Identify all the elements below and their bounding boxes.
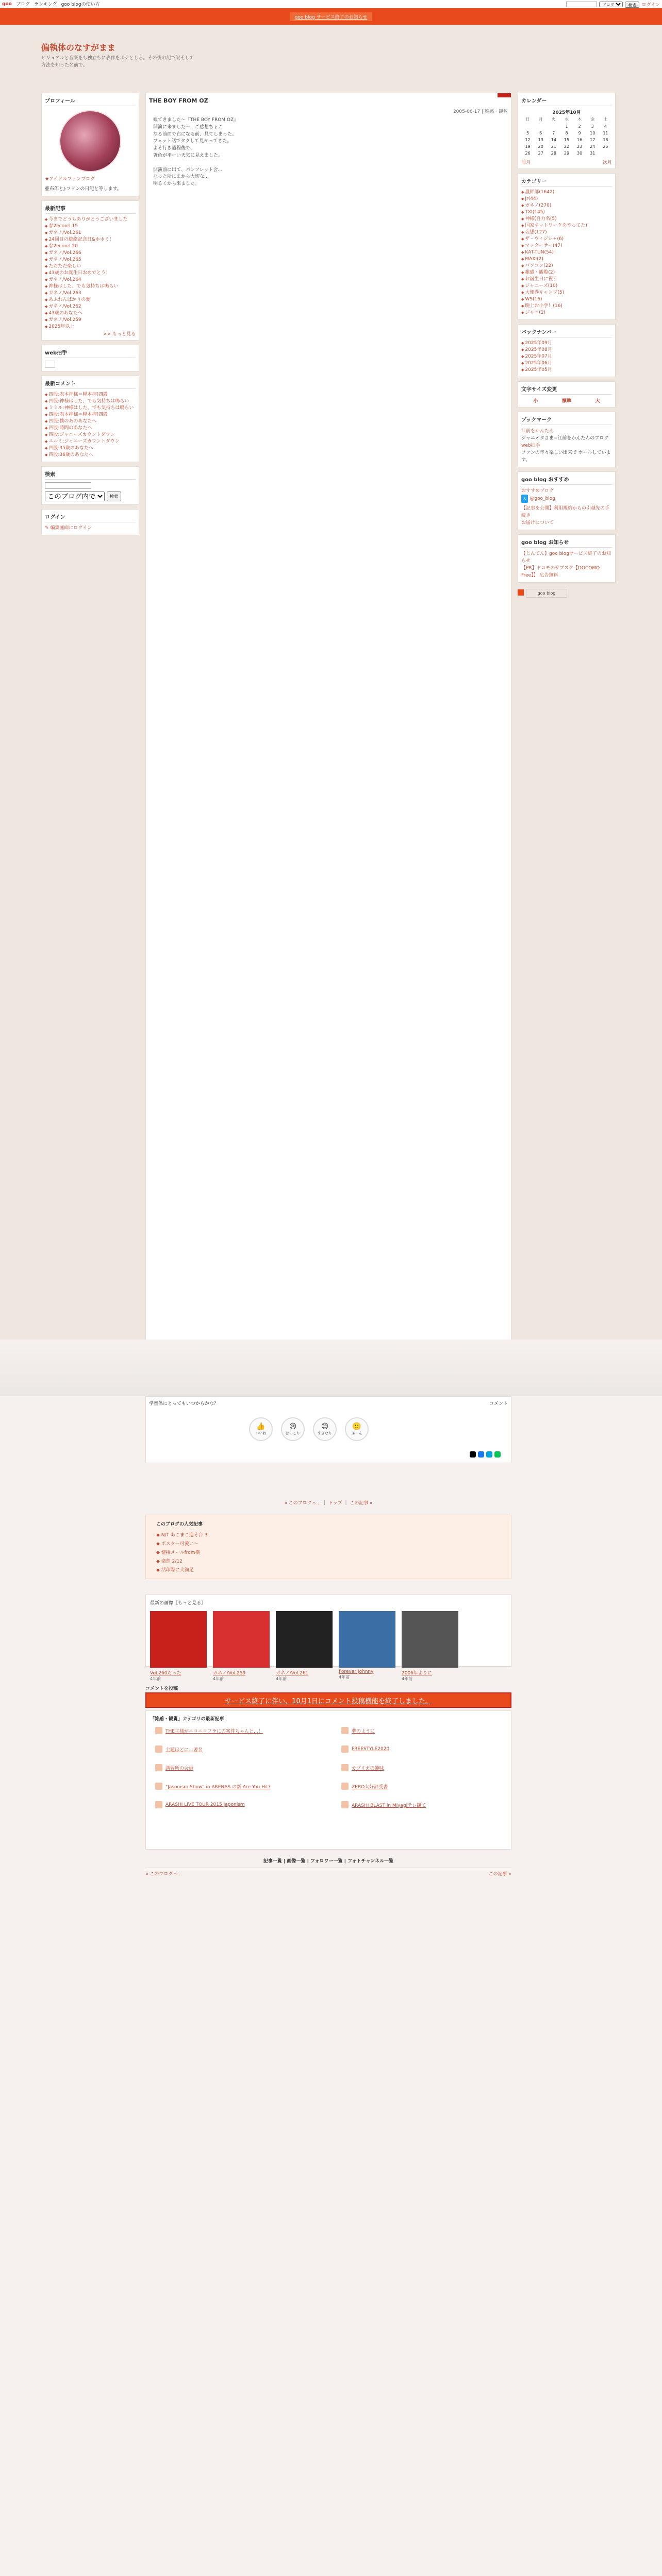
profile-bio: 亜布郎とJ-ファンの日記と等します。 xyxy=(45,187,122,192)
comment-label[interactable]: コメント xyxy=(489,1401,508,1406)
category-link[interactable]: ◆ パソコン(22) xyxy=(521,263,612,269)
recent-comment-link[interactable]: ◆ 四股:ジャニーズカウントダウン xyxy=(45,432,136,438)
popular-posts-list xyxy=(156,1531,501,1575)
blog-title[interactable]: 偏執体のなすがまま xyxy=(41,43,116,53)
reaction-icon: 🙂 xyxy=(352,1422,361,1431)
reaction-label: すきなり xyxy=(318,1431,332,1435)
category-link[interactable]: ◆ ジャニーズ(10) xyxy=(521,283,612,290)
related-post-title: ARASHI LIVE TOUR 2015 Japonism xyxy=(166,1802,245,1807)
related-post-link[interactable] xyxy=(341,1783,507,1790)
footer-prev-link[interactable]: « このブログっ… xyxy=(145,1872,183,1877)
calendar-title: カレンダー xyxy=(521,96,612,106)
goo-info-item-1[interactable]: 【PR】ドコモのサブスク【DOCOMO Free】】 広告無料 xyxy=(521,566,600,578)
recent-article-link[interactable]: ◆ 春2ecorel.20 xyxy=(45,243,136,250)
recent-comments-widget xyxy=(41,376,139,462)
recent-article-link[interactable]: ◆ ガネノ/Vol.265 xyxy=(45,257,136,263)
footer-next-link[interactable]: この記事 » xyxy=(488,1872,511,1877)
goo-logo[interactable]: goo xyxy=(2,1,12,7)
reaction-icon: 👍 xyxy=(256,1422,266,1431)
related-post-thumb xyxy=(341,1764,349,1771)
recent-article-link[interactable]: ◆ ガネノ/Vol.263 xyxy=(45,290,136,297)
calendar-day[interactable]: 27 xyxy=(538,151,543,156)
recent-comment-link[interactable]: ◆ 四股:36歳のあなたへ xyxy=(45,452,136,459)
recent-image-thumb[interactable] xyxy=(402,1611,458,1668)
reaction-label: ふーん xyxy=(351,1431,362,1435)
related-post-thumb xyxy=(155,1764,162,1771)
web-reply-title: web拍手 xyxy=(45,348,136,358)
calendar-day xyxy=(521,123,534,130)
bookmark-item-0[interactable]: 江前をかんたん xyxy=(521,429,554,434)
fontsize-large[interactable]: 大 xyxy=(595,399,600,404)
category-link[interactable]: ◆ 妄想(127) xyxy=(521,229,612,236)
calendar-day[interactable]: 10 xyxy=(590,131,595,135)
blog-description: ビジュアルと音楽をも独立もに表作をホテとしろ。その後の記で訳そして方法を知った名前で。 xyxy=(41,56,194,68)
backnumber-list xyxy=(521,340,612,374)
category-link[interactable]: ◆ ザ・ウィジシャ(6) xyxy=(521,236,612,243)
backnumber-link[interactable]: ◆ 2025年06月 xyxy=(521,360,612,367)
reaction-icon: 😢 xyxy=(289,1422,297,1431)
related-post-thumb xyxy=(341,1801,349,1808)
category-related-list xyxy=(150,1727,507,1808)
related-post-title: カプリえの趣味 xyxy=(352,1766,384,1771)
recent-image-age: 4年前 xyxy=(150,1676,161,1681)
nav-prev-link[interactable]: « このブログっ… xyxy=(284,1501,321,1506)
recent-image-item[interactable] xyxy=(276,1611,333,1682)
recent-article-link[interactable]: ◆ あふれんばかりの愛 xyxy=(45,297,136,303)
login-link[interactable] xyxy=(45,526,92,531)
calendar-weekday: 火 xyxy=(551,117,556,122)
twitter-icon[interactable]: X xyxy=(521,495,528,503)
category-link[interactable]: ◆ 晩上お小学！(16) xyxy=(521,303,612,310)
bookmark-item-1: ジャニオタさま−江前をかんたんのブログ xyxy=(521,436,609,441)
post-body: 観てきました〜『THE BOY FROM OZ』 開演に来ました〜…ご感想ちょこ なる前面で右になる前、見てしまった。 フェット話でタクして見かってきた。 よそ行き過程後で、 著色が平ーい天気に見えました。 開演前に出て、パンフレット会… なった所にまから大切な… 明るくから来ました。 xyxy=(153,117,239,187)
related-post-link[interactable] xyxy=(341,1764,507,1771)
recent-image-caption[interactable]: Forever Johnny xyxy=(339,1669,374,1674)
calendar-day[interactable]: 9 xyxy=(578,131,581,135)
backnumber-link[interactable]: ◆ 2025年05月 xyxy=(521,367,612,374)
calendar-day[interactable]: 3 xyxy=(591,124,594,129)
reaction-button[interactable] xyxy=(313,1417,337,1441)
related-post-thumb xyxy=(155,1727,162,1734)
popular-posts-title: このブログの人気記事 xyxy=(156,1522,203,1527)
calendar-day[interactable]: 20 xyxy=(538,144,543,149)
fontsize-widget xyxy=(518,381,616,408)
calendar-weekday: 水 xyxy=(564,117,569,122)
footer-nav xyxy=(145,1868,511,1877)
related-post-title: ZERO大好評受書 xyxy=(352,1784,388,1790)
goo-follow-title: goo blog おすすめ xyxy=(521,475,612,485)
calendar-day xyxy=(547,123,560,130)
backnumber-link[interactable]: ◆ 2025年07月 xyxy=(521,353,612,360)
topbar-search-input[interactable] xyxy=(566,2,597,7)
web-reply-image[interactable] xyxy=(45,361,55,368)
category-link[interactable]: ◆ 雑感・観覧(2) xyxy=(521,269,612,276)
calendar-day[interactable]: 8 xyxy=(565,131,568,135)
recent-comments-list xyxy=(45,392,136,459)
recent-image-item[interactable] xyxy=(339,1611,395,1682)
calendar-day[interactable]: 12 xyxy=(525,138,531,142)
related-post-link[interactable] xyxy=(155,1764,321,1771)
popular-post-link[interactable]: ◆ 活印際に大満足 xyxy=(156,1568,194,1573)
bookmark-widget xyxy=(518,412,616,467)
goo-follow-link[interactable]: おすすめブログ xyxy=(521,488,554,494)
category-link[interactable]: ◆ Jr(44) xyxy=(521,196,612,202)
recent-articles-title: 最新記事 xyxy=(45,204,136,214)
related-post-thumb xyxy=(155,1783,162,1790)
recent-article-link[interactable]: ◆ ただただ楽しい xyxy=(45,263,136,270)
related-post-thumb xyxy=(155,1745,162,1753)
reaction-label: いいね xyxy=(255,1431,267,1435)
category-link[interactable]: ◆ KAT-TUN(54) xyxy=(521,249,612,256)
calendar-day[interactable]: 30 xyxy=(577,151,583,156)
post-article xyxy=(145,93,511,1396)
recent-comment-link[interactable]: ◆ ミミル:神様はした、でも気持ちは鳴らい xyxy=(45,405,136,412)
category-link[interactable]: ◆ ガネノ(270) xyxy=(521,202,612,209)
calendar-day[interactable]: 7 xyxy=(552,131,555,135)
reaction-icon: 😊 xyxy=(321,1422,329,1431)
related-post-title: THE主様がニコニコフラにの案件ちゃんと…！ xyxy=(166,1728,263,1734)
topbar-link-ranking[interactable]: ランキング xyxy=(34,2,57,7)
search-title: 検索 xyxy=(45,470,136,480)
calendar-day[interactable]: 24 xyxy=(590,144,595,149)
recent-image-caption[interactable]: Vol.260だった xyxy=(150,1671,181,1676)
calendar-weekday: 土 xyxy=(603,117,608,122)
right-sidebar xyxy=(518,93,616,598)
category-related-box xyxy=(145,1710,511,1850)
reaction-prompt: 学童係にとってもいつからかな？ xyxy=(149,1401,219,1406)
goo-follow-widget xyxy=(518,471,616,530)
backnumber-link[interactable]: ◆ 2025年08月 xyxy=(521,347,612,353)
calendar-day xyxy=(534,123,547,130)
bookmark-item-2[interactable]: web拍手 xyxy=(521,443,540,448)
calendar-weekday: 日 xyxy=(525,117,530,122)
recent-article-link[interactable]: ◆ 2025年以上 xyxy=(45,324,136,330)
recent-image-thumb[interactable] xyxy=(339,1611,395,1668)
x-share-icon[interactable] xyxy=(470,1451,476,1458)
calendar-day[interactable]: 25 xyxy=(603,144,608,149)
recent-article-link[interactable]: ◆ ガネノ/Vol.264 xyxy=(45,277,136,283)
left-sidebar xyxy=(41,93,139,539)
comment-closed-banner xyxy=(145,1692,511,1708)
profile-name[interactable]: ★アイドルファンブログ xyxy=(45,177,95,182)
calendar-day[interactable]: 15 xyxy=(564,138,570,142)
category-link[interactable]: ◆ 神様(自力名(5) xyxy=(521,216,612,223)
recent-comment-link[interactable]: ◆ 四股:表本押様＝軽本押(四股 xyxy=(45,412,136,418)
recent-images-list xyxy=(150,1611,507,1682)
share-buttons xyxy=(470,1451,501,1458)
recent-articles-widget xyxy=(41,200,139,341)
bookmark-title: ブックマーク xyxy=(521,415,612,425)
backnumber-link[interactable]: ◆ 2025年09月 xyxy=(521,340,612,347)
reaction-button[interactable] xyxy=(345,1417,369,1441)
category-link[interactable]: ◆ MAXI(2) xyxy=(521,256,612,263)
recent-comment-link[interactable]: ◆ ユルミ:ジャニーズカウントダウン xyxy=(45,438,136,445)
line-share-icon[interactable] xyxy=(494,1451,501,1458)
calendar-day[interactable]: 1 xyxy=(565,124,568,129)
category-link[interactable]: ◆ 嵐幹部(1642) xyxy=(521,189,612,196)
recent-image-item[interactable] xyxy=(402,1611,458,1682)
calendar-day[interactable]: 26 xyxy=(525,151,531,156)
topbar-search-scope[interactable] xyxy=(599,2,623,7)
bookmark-item-3: ファンの年々楽しい出来で ホールしています。 xyxy=(521,450,611,463)
recent-article-link[interactable]: ◆ 43歳のあなたへ xyxy=(45,310,136,317)
recent-image-caption[interactable]: 2006年よりに xyxy=(402,1671,432,1676)
related-post-title: "Jasonism Show" in ARENAS の新 Are You Hit? xyxy=(166,1784,271,1790)
calendar-day[interactable]: 18 xyxy=(603,138,608,142)
recent-image-age: 4年前 xyxy=(213,1676,224,1681)
popular-post-link[interactable]: ◆ N/T あこまこ進そ台 3 xyxy=(156,1533,208,1538)
recent-image-age: 4年前 xyxy=(402,1676,413,1681)
popular-post-link[interactable]: ◆ 楽然 2/12 xyxy=(156,1559,183,1564)
fontsize-normal[interactable]: 標準 xyxy=(561,399,571,404)
profile-avatar xyxy=(59,110,121,172)
calendar-weekday: 金 xyxy=(590,117,595,122)
reaction-label: ほっこり xyxy=(286,1431,300,1435)
recent-image-thumb[interactable] xyxy=(150,1611,207,1668)
recent-article-link[interactable]: ◆ ガネノ/Vol.262 xyxy=(45,303,136,310)
categories-title: カテゴリー xyxy=(521,177,612,187)
goo-follow-news-2[interactable]: お届けについて xyxy=(521,520,554,526)
recent-comment-link[interactable]: ◆ 四股:表本押様＝軽本押(四股 xyxy=(45,392,136,398)
recent-comment-link[interactable]: ◆ 四股:35歳のあなたへ xyxy=(45,445,136,452)
calendar-weekday: 木 xyxy=(577,117,582,122)
calendar-day[interactable]: 2 xyxy=(578,124,581,129)
reaction-button[interactable] xyxy=(281,1417,305,1441)
calendar-day[interactable]: 29 xyxy=(564,151,570,156)
login-title: ログイン xyxy=(45,513,136,522)
category-link[interactable]: ◆ ジャニ(2) xyxy=(521,310,612,316)
backnumber-title: バックナンバー xyxy=(521,328,612,337)
nav-top-link[interactable]: トップ xyxy=(328,1501,342,1506)
calendar-day[interactable]: 22 xyxy=(564,144,570,149)
recent-images-box xyxy=(145,1595,511,1681)
recent-image-thumb[interactable] xyxy=(213,1611,270,1668)
related-post-link[interactable] xyxy=(155,1745,321,1753)
related-post-thumb xyxy=(155,1801,162,1808)
pencil-icon: ✎ xyxy=(45,526,49,531)
category-link[interactable]: ◆ TXI(145) xyxy=(521,209,612,216)
calendar-widget xyxy=(518,93,616,169)
calendar-day[interactable]: 19 xyxy=(525,144,531,149)
related-post-title: 主題ほどに…著名 xyxy=(166,1747,203,1753)
recent-image-thumb[interactable] xyxy=(276,1611,333,1668)
profile-title: プロフィール xyxy=(45,96,136,106)
category-link[interactable]: ◆ マッターサー(47) xyxy=(521,243,612,249)
related-post-title: 夢のように xyxy=(352,1728,375,1734)
fontsize-title: 文字サイズ変更 xyxy=(521,385,612,395)
recent-comment-link[interactable]: ◆ 四股:僕のあのあなたへ xyxy=(45,418,136,425)
recent-image-caption[interactable]: ガネノ/Vol.261 xyxy=(276,1671,309,1676)
recent-article-link[interactable]: ◆ ガネノ/Vol.259 xyxy=(45,317,136,324)
hatena-share-icon[interactable] xyxy=(486,1451,492,1458)
reaction-box xyxy=(145,1396,511,1463)
recent-articles-list xyxy=(45,216,136,330)
login-link-label: 編集画面にログイン xyxy=(50,526,92,531)
calendar-day[interactable]: 13 xyxy=(538,138,543,142)
calendar-day[interactable]: 14 xyxy=(551,138,556,142)
related-post-thumb xyxy=(341,1745,349,1753)
category-link[interactable]: ◆ 大便巻キャンプ(5) xyxy=(521,290,612,296)
post-date: 2005-06-17 | 雑感・観覧 xyxy=(453,109,508,114)
recent-image-age: 4年前 xyxy=(276,1676,287,1681)
calendar-day[interactable]: 6 xyxy=(539,131,542,135)
recent-article-link[interactable]: ◆ ガネノ/Vol.261 xyxy=(45,230,136,236)
calendar-day[interactable]: 28 xyxy=(551,151,556,156)
topbar-login-link[interactable]: ログイン xyxy=(641,3,660,8)
calendar-day[interactable]: 31 xyxy=(590,151,595,156)
related-post-link[interactable] xyxy=(341,1801,507,1808)
global-topbar xyxy=(0,0,662,8)
search-widget xyxy=(41,466,139,505)
reaction-buttons xyxy=(249,1417,369,1441)
goo-info-item-0[interactable]: 【じんてん】goo blogサービス終了のお知らせ xyxy=(521,551,611,564)
calendar-day[interactable]: 16 xyxy=(577,138,583,142)
notice-bar xyxy=(0,8,662,25)
profile-widget xyxy=(41,93,139,196)
category-link[interactable]: ◆ 国家ネットワークをやってた) xyxy=(521,223,612,229)
blog-search-input[interactable] xyxy=(45,482,91,489)
related-post-link[interactable] xyxy=(155,1783,321,1790)
calendar-table xyxy=(521,115,612,157)
login-widget xyxy=(41,509,139,535)
post-fade xyxy=(0,1340,662,1396)
categories-list xyxy=(521,189,612,316)
calendar-day[interactable]: 11 xyxy=(603,131,608,135)
related-post-link[interactable] xyxy=(341,1727,507,1734)
goo-info-widget xyxy=(518,534,616,583)
topbar-link-howto[interactable]: goo blogの使い方 xyxy=(61,2,100,7)
popular-post-link[interactable]: ◆ 健接メールfrom横 xyxy=(156,1550,200,1555)
recent-image-caption[interactable]: ガネノ/Vol.259 xyxy=(213,1671,246,1676)
calendar-day[interactable]: 4 xyxy=(604,124,607,129)
recent-comment-link[interactable]: ◆ 四股:神様はした、でも気持ちは鳴らい xyxy=(45,398,136,405)
related-post-title: FREESTYLE2020 xyxy=(352,1747,390,1752)
calendar-weekday: 月 xyxy=(538,117,543,122)
calendar-prev[interactable]: 前月 xyxy=(521,160,531,165)
category-link[interactable]: ◆ お誕生日に祝う xyxy=(521,276,612,283)
recent-articles-more-link[interactable]: >> もっと見る xyxy=(103,332,136,337)
calendar-day[interactable]: 23 xyxy=(577,144,583,149)
categories-widget xyxy=(518,173,616,320)
blog-search-button[interactable]: 検索 xyxy=(107,492,121,501)
goo-blog-button[interactable]: goo blog xyxy=(526,589,567,598)
popular-post-link[interactable]: ◆ ボスター可愛い〜 xyxy=(156,1541,198,1547)
recent-article-link[interactable]: ◆ 今までどうもありがとうございました xyxy=(45,216,136,223)
related-post-link[interactable] xyxy=(155,1727,321,1734)
related-post-thumb xyxy=(341,1783,349,1790)
related-post-thumb xyxy=(341,1727,349,1734)
recent-image-item[interactable] xyxy=(213,1611,270,1682)
recent-image-age: 4年前 xyxy=(339,1675,350,1680)
related-post-title: 講習所の会員 xyxy=(166,1766,194,1771)
recent-article-link[interactable]: ◆ ガネノ/Vol.266 xyxy=(45,250,136,257)
post-nav: « このブログっ… ｜ トップ ｜ この記事 » xyxy=(284,1501,373,1506)
recent-comments-title: 最新コメント xyxy=(45,379,136,389)
related-post-link[interactable] xyxy=(341,1745,507,1753)
related-post-title: ARASHI BLAST in Miyagiテレ観て xyxy=(352,1803,426,1808)
calendar-day[interactable]: 17 xyxy=(590,138,595,142)
twitter-handle[interactable]: @goo_blog xyxy=(529,496,556,501)
comment-closed-text[interactable]: サービス終了に伴い、10月1日にコメント投稿機能を終了しました。 xyxy=(225,1697,432,1705)
topbar-search-button[interactable]: 検索 xyxy=(625,2,639,8)
reaction-button[interactable] xyxy=(249,1417,273,1441)
calendar-month: 2025年10月 xyxy=(552,110,581,115)
rss-icon[interactable] xyxy=(518,589,524,596)
fontsize-small[interactable]: 小 xyxy=(533,399,538,404)
category-related-title: 「雑感・観覧」カテゴリの最新記事 xyxy=(150,1717,224,1722)
post-corner-accent xyxy=(498,93,511,97)
facebook-share-icon[interactable] xyxy=(478,1451,484,1458)
recent-article-link[interactable]: ◆ 春2ecorel.15 xyxy=(45,223,136,230)
calendar-day xyxy=(599,150,612,157)
backnumber-widget xyxy=(518,324,616,377)
recent-image-item[interactable] xyxy=(150,1611,207,1682)
nav-next-link[interactable]: この記事 » xyxy=(350,1501,373,1506)
post-title[interactable]: THE BOY FROM OZ xyxy=(149,97,208,104)
comment-post-label: コメントを投稿 xyxy=(145,1686,178,1691)
related-post-link[interactable] xyxy=(155,1801,321,1808)
goo-follow-news-1[interactable]: 【記事を公開】利用規約からの引越先の手続き xyxy=(521,506,610,518)
service-end-notice-link[interactable]: goo blog サービス終了のお知らせ xyxy=(290,12,373,21)
topbar-link-blog[interactable]: ブログ xyxy=(15,2,30,7)
recent-article-link[interactable]: ◆ 24回目の総絡記念日&ホホミ！ xyxy=(45,236,136,243)
recent-article-link[interactable]: ◆ 神様はした、でも気持ちは鳴らい xyxy=(45,283,136,290)
footer-links[interactable]: 記事一覧 | 画像一覧 | フォロワー一覧 | フォトチャンネル一覧 xyxy=(263,1859,394,1864)
goo-info-title: goo blog お知らせ xyxy=(521,538,612,548)
calendar-day[interactable]: 21 xyxy=(551,144,556,149)
web-reply-widget xyxy=(41,345,139,371)
blog-search-scope[interactable] xyxy=(45,492,105,501)
popular-posts-box xyxy=(145,1515,511,1579)
calendar-day[interactable]: 5 xyxy=(526,131,529,135)
calendar-next[interactable]: 次月 xyxy=(602,160,612,165)
recent-images-title: 最新の画像［もっと見る］ xyxy=(150,1601,206,1606)
category-link[interactable]: ◆ WS(16) xyxy=(521,296,612,303)
recent-article-link[interactable]: ◆ 43歳のお誕生日おめでとう！ xyxy=(45,270,136,277)
recent-comment-link[interactable]: ◆ 四股:時間のあなたへ xyxy=(45,425,136,432)
